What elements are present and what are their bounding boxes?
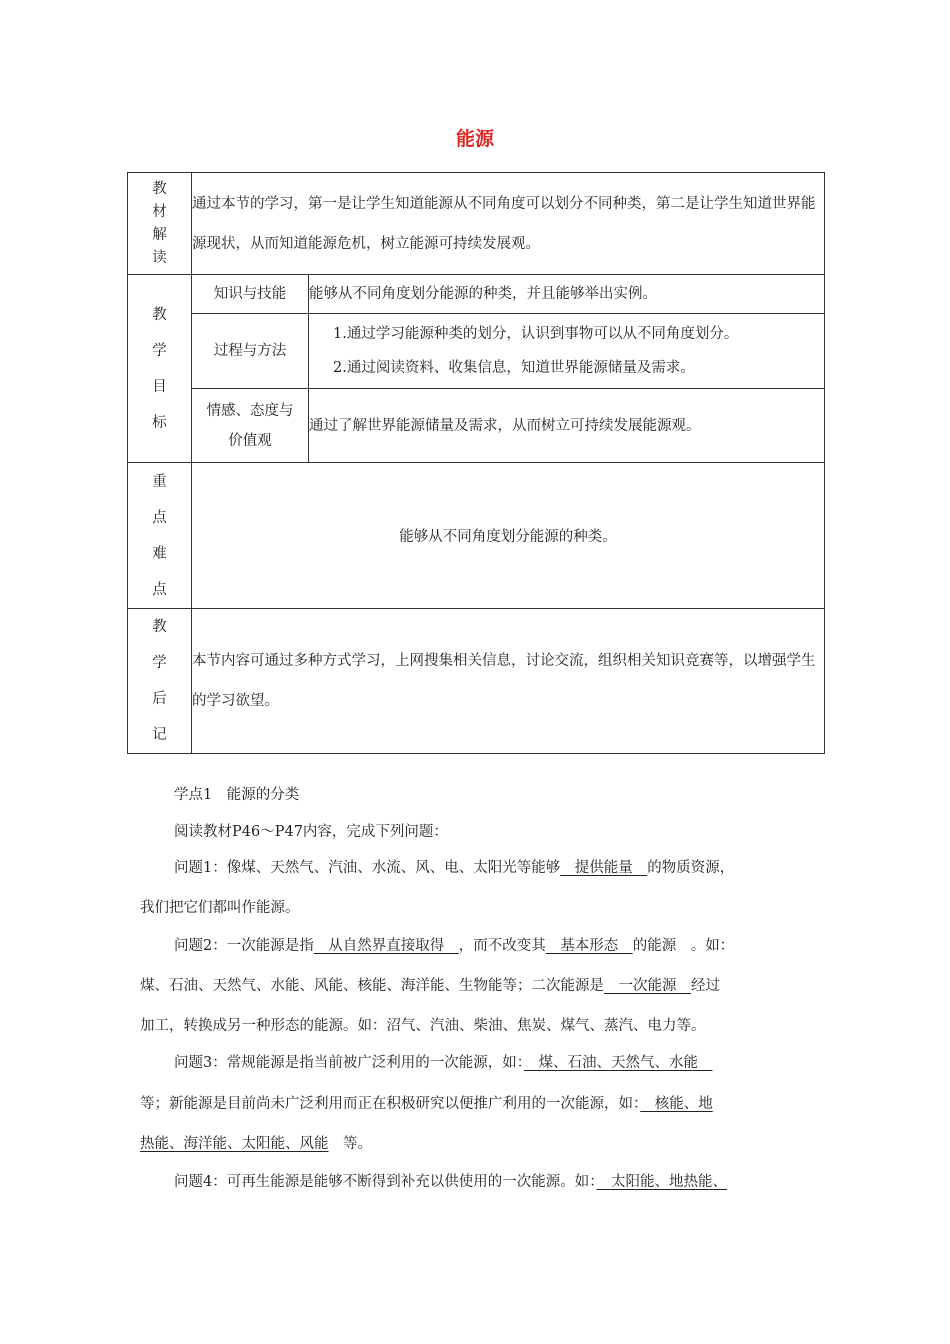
answer-blank: 提供能量 xyxy=(560,860,648,876)
question-1: 问题1：像煤、天然气、汽油、水流、风、电、太阳光等能够 提供能量 的物质资源， xyxy=(174,860,735,876)
answer-blank: 基本形态 xyxy=(545,938,633,954)
answer-blank: 一次能源 xyxy=(604,978,691,994)
question-2-cont: 加工，转换成另一种形态的能源。如：沼气、汽油、柴油、焦炭、煤气、蒸汽、电力等。 xyxy=(140,1018,706,1034)
question-3: 问题3：常规能源是指当前被广泛利用的一次能源，如： 煤、石油、天然气、水能 xyxy=(174,1055,713,1071)
objective-label-attitude: 情感、态度与价值观 xyxy=(192,389,309,463)
question-3-cont: 热能、海洋能、太阳能、风能 等。 xyxy=(140,1136,372,1152)
question-4: 问题4：可再生能源是能够不断得到补充以供使用的一次能源。如： 太阳能、地热能、 xyxy=(174,1174,727,1190)
objective-label-knowledge: 知识与技能 xyxy=(192,275,309,314)
row-label-notes: 教 学 后 记 xyxy=(128,609,192,754)
table-row xyxy=(128,389,825,463)
section-intro: 阅读教材P46～P47内容，完成下列问题： xyxy=(174,824,448,840)
question-2-cont: 煤、石油、天然气、水能、风能、核能、海洋能、生物能等；二次能源是 一次能源 经过 xyxy=(140,978,720,994)
table-row xyxy=(128,173,825,275)
page-title: 能源 xyxy=(455,128,494,150)
table-row xyxy=(128,275,825,314)
textbook-interpretation: 通过本节的学习，第一是让学生知道能源从不同角度可以划分不同种类，第二是让学生知道世界能源现状，从而知道能源危机，树立能源可持续发展观。 xyxy=(192,173,825,275)
table-row xyxy=(128,463,825,609)
row-label-objectives: 教 学 目 标 xyxy=(128,275,192,463)
question-1-cont: 我们把它们都叫作能源。 xyxy=(140,900,300,916)
objective-text-knowledge: 能够从不同角度划分能源的种类，并且能够举出实例。 xyxy=(309,275,825,314)
row-label-textbook: 教 材 解 读 xyxy=(128,173,192,275)
teaching-notes-text: 本节内容可通过多种方式学习，上网搜集相关信息，讨论交流，组织相关知识竞赛等，以增强学生的学习欲望。 xyxy=(192,609,825,754)
answer-blank: 太阳能、地热能、 xyxy=(596,1174,727,1190)
answer-blank: 煤、石油、天然气、水能 xyxy=(523,1055,713,1071)
table-row xyxy=(128,609,825,754)
row-label-key-points: 重 点 难 点 xyxy=(128,463,192,609)
question-3-cont: 等；新能源是目前尚未广泛利用而正在积极研究以便推广利用的一次能源，如： 核能、地 xyxy=(140,1096,713,1112)
answer-blank: 从自然界直接取得 xyxy=(313,938,459,954)
table-row xyxy=(128,314,825,389)
question-2: 问题2：一次能源是指 从自然界直接取得 ，而不改变其 基本形态 的能源 。如： xyxy=(174,938,735,954)
answer-blank: 核能、地 xyxy=(640,1096,713,1112)
section-heading: 学点1 能源的分类 xyxy=(174,787,300,803)
objective-text-attitude: 通过了解世界能源储量及需求，从而树立可持续发展能源观。 xyxy=(309,389,825,463)
answer-blank: 热能、海洋能、太阳能、风能 xyxy=(140,1136,329,1152)
objective-text-process: 1.通过学习能源种类的划分，认识到事物可以从不同角度划分。 2.通过阅读资料、收集信息，知道世界能源储量及需求。 xyxy=(309,314,825,389)
lesson-plan-table xyxy=(127,172,825,754)
objective-label-process: 过程与方法 xyxy=(192,314,309,389)
key-points-text: 能够从不同角度划分能源的种类。 xyxy=(192,463,825,609)
